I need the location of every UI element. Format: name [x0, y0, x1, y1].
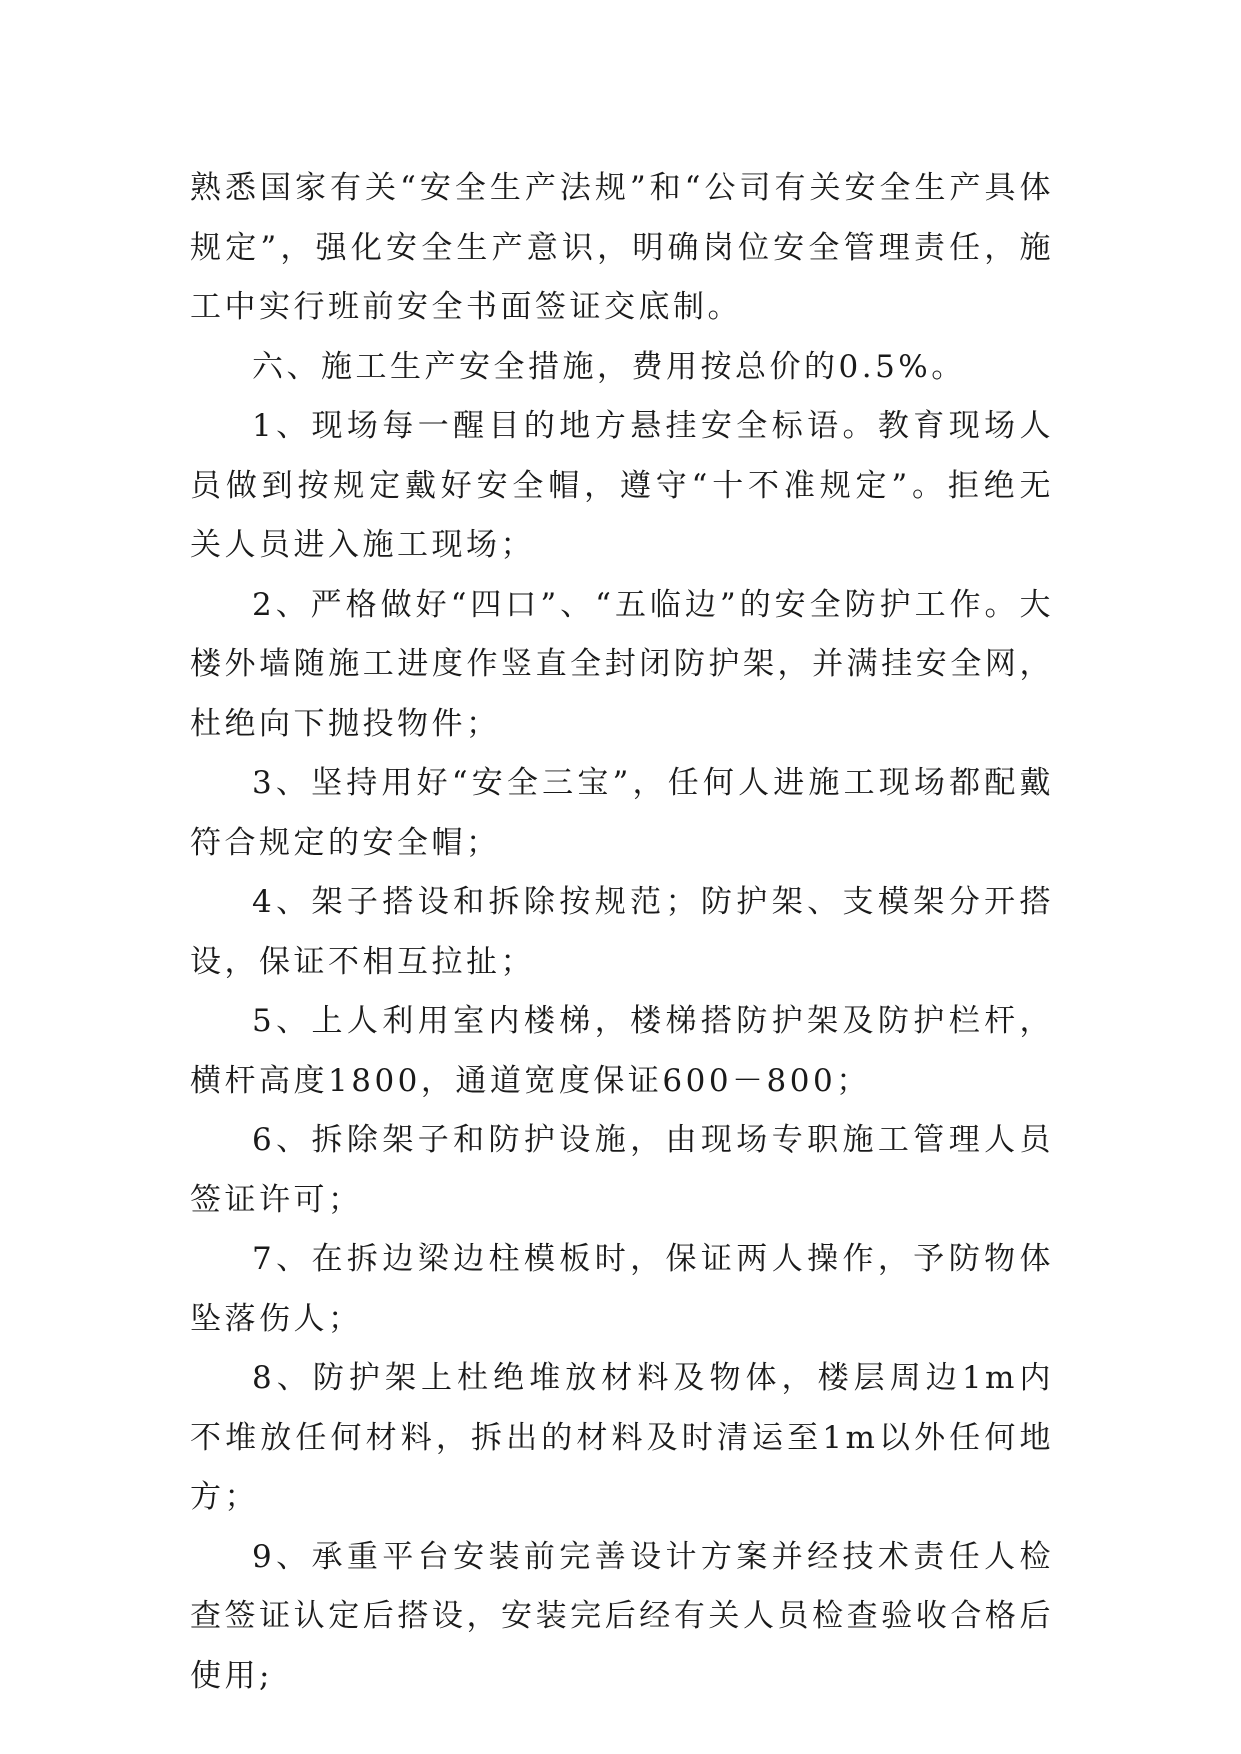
list-item-7: 7、在拆边梁边柱模板时，保证两人操作，予防物体坠落伤人；	[190, 1241, 1054, 1337]
section-heading-six: 六、施工生产安全措施，费用按总价的0.5%。	[252, 348, 966, 385]
document-body	[190, 159, 1054, 1706]
list-item-2: 2、严格做好“四口”、“五临边”的安全防护工作。大楼外墙随施工进度作竖直全封闭防护架，并满挂安全网，杜绝向下抛投物件；	[190, 586, 1054, 742]
list-item-5: 5、上人利用室内楼梯，楼梯搭防护架及防护栏杆，横杆高度1800，通道宽度保证600－800；	[190, 1003, 1054, 1099]
paragraph-continuation: 熟悉国家有关“安全生产法规”和“公司有关安全生产具体规定”，强化安全生产意识，明确岗位安全管理责任，施工中实行班前安全书面签证交底制。	[190, 170, 1054, 325]
list-item-1: 1、现场每一醒目的地方悬挂安全标语。教育现场人员做到按规定戴好安全帽，遵守“十不准规定”。拒绝无关人员进入施工现场；	[190, 408, 1054, 563]
list-item-3: 3、坚持用好“安全三宝”，任何人进施工现场都配戴符合规定的安全帽；	[190, 765, 1054, 861]
list-item-9: 9、承重平台安装前完善设计方案并经技术责任人检查签证认定后搭设，安装完后经有关人员检查验收合格后使用;	[190, 1538, 1054, 1694]
list-item-8: 8、防护架上杜绝堆放材料及物体，楼层周边1m内不堆放任何材料，拆出的材料及时清运至1m以外任何地方；	[190, 1360, 1054, 1515]
list-item-6: 6、拆除架子和防护设施，由现场专职施工管理人员签证许可；	[190, 1122, 1054, 1218]
list-item-4: 4、架子搭设和拆除按规范；防护架、支模架分开搭设，保证不相互拉扯；	[190, 884, 1054, 980]
